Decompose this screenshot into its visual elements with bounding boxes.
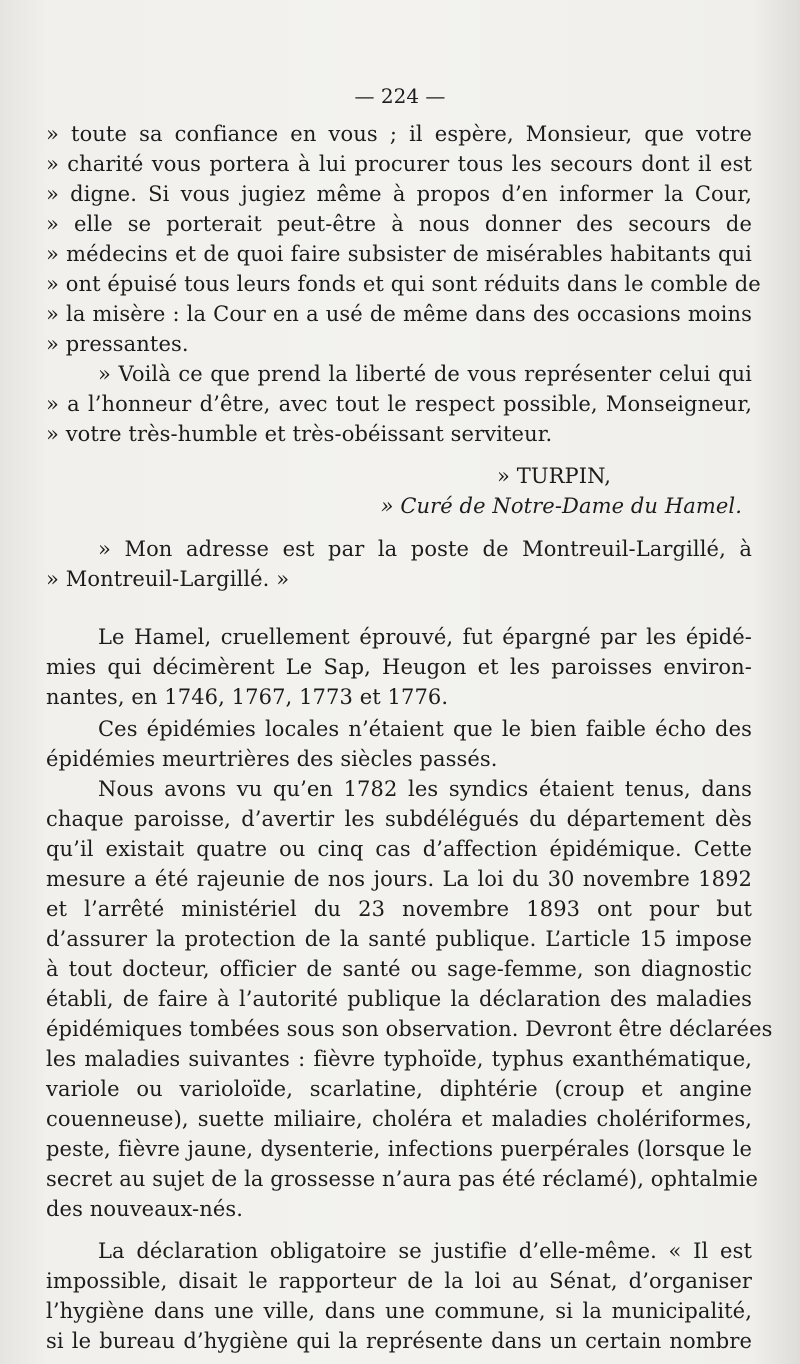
text-line: variole ou varioloïde, scarlatine, diphtérie (croup et angine (46, 1077, 752, 1101)
signature-name: » TURPIN, (497, 464, 612, 488)
text-line: des nouveaux-nés. (46, 1197, 244, 1221)
text-line: » la misère : la Cour en a usé de même dans des occasions moins (46, 302, 752, 326)
text-line: » ont épuisé tous leurs fonds et qui sont réduits dans le comble de (46, 272, 761, 296)
text-line: » pressantes. (46, 332, 189, 356)
text-line: » toute sa confiance en vous ; il espère, Monsieur, que votre (46, 122, 752, 146)
text-line: qu’il existait quatre ou cinq cas d’affection épidémique. Cette (46, 837, 752, 861)
text-line: si le bureau d’hygiène qui la représente dans un certain nombre (46, 1329, 752, 1353)
text-line: épidémies meurtrières des siècles passés. (46, 747, 498, 771)
signature-title: » Curé de Notre-Dame du Hamel. (380, 494, 742, 518)
text-line: nantes, en 1746, 1767, 1773 et 1776. (46, 685, 449, 709)
text-line: mesure a été rajeunie de nos jours. La loi du 30 novembre 1892 (46, 867, 752, 891)
text-line: couenneuse), suette miliaire, choléra et maladies cholériformes, (46, 1107, 752, 1131)
text-line: » médecins et de quoi faire subsister de misérables habitants qui (46, 242, 752, 266)
text-line: » digne. Si vous jugiez même à propos d’en informer la Cour, (46, 182, 752, 206)
text-line: » a l’honneur d’être, avec tout le respect possible, Monseigneur, (46, 392, 752, 416)
text-line: chaque paroisse, d’avertir les subdélégués du département dès (46, 807, 752, 831)
text-line: Nous avons vu qu’en 1782 les syndics étaient tenus, dans (98, 777, 752, 801)
text-line: » Voilà ce que prend la liberté de vous représenter celui qui (98, 362, 752, 386)
text-line: impossible, disait le rapporteur de la loi au Sénat, d’organiser (46, 1269, 752, 1293)
text-line: » Mon adresse est par la poste de Montreuil-Largillé, à (98, 537, 752, 561)
text-line: secret au sujet de la grossesse n’aura pas été réclamé), ophtalmie (46, 1167, 758, 1191)
text-line: La déclaration obligatoire se justifie d’elle-même. « Il est (98, 1239, 752, 1263)
text-line: à tout docteur, officier de santé ou sage-femme, son diagnostic (46, 957, 752, 981)
text-line: peste, fièvre jaune, dysenterie, infections puerpérales (lorsque le (46, 1137, 752, 1161)
text-line: » elle se porterait peut-être à nous donner des secours de (46, 212, 752, 236)
text-line: mies qui décimèrent Le Sap, Heugon et les paroisses environ- (46, 655, 752, 679)
text-line: et l’arrêté ministériel du 23 novembre 1893 ont pour but (46, 897, 752, 921)
text-line: les maladies suivantes : fièvre typhoïde, typhus exanthématique, (46, 1047, 752, 1071)
text-line: épidémiques tombées sous son observation. Devront être déclarées (46, 1017, 773, 1041)
text-line: » Montreuil-Largillé. » (46, 567, 290, 591)
page-number: — 224 — (354, 84, 446, 108)
text-line: » charité vous portera à lui procurer tous les secours dont il est (46, 152, 752, 176)
text-line: l’hygiène dans une ville, dans une commune, si la municipalité, (46, 1299, 752, 1323)
text-line: établi, de faire à l’autorité publique la déclaration des maladies (46, 987, 752, 1011)
text-line: Le Hamel, cruellement éprouvé, fut épargné par les épidé- (98, 625, 752, 649)
text-line: d’assurer la protection de la santé publique. L’article 15 impose (46, 927, 752, 951)
text-line: » votre très-humble et très-obéissant serviteur. (46, 422, 553, 446)
text-line: Ces épidémies locales n’étaient que le bien faible écho des (98, 717, 752, 741)
